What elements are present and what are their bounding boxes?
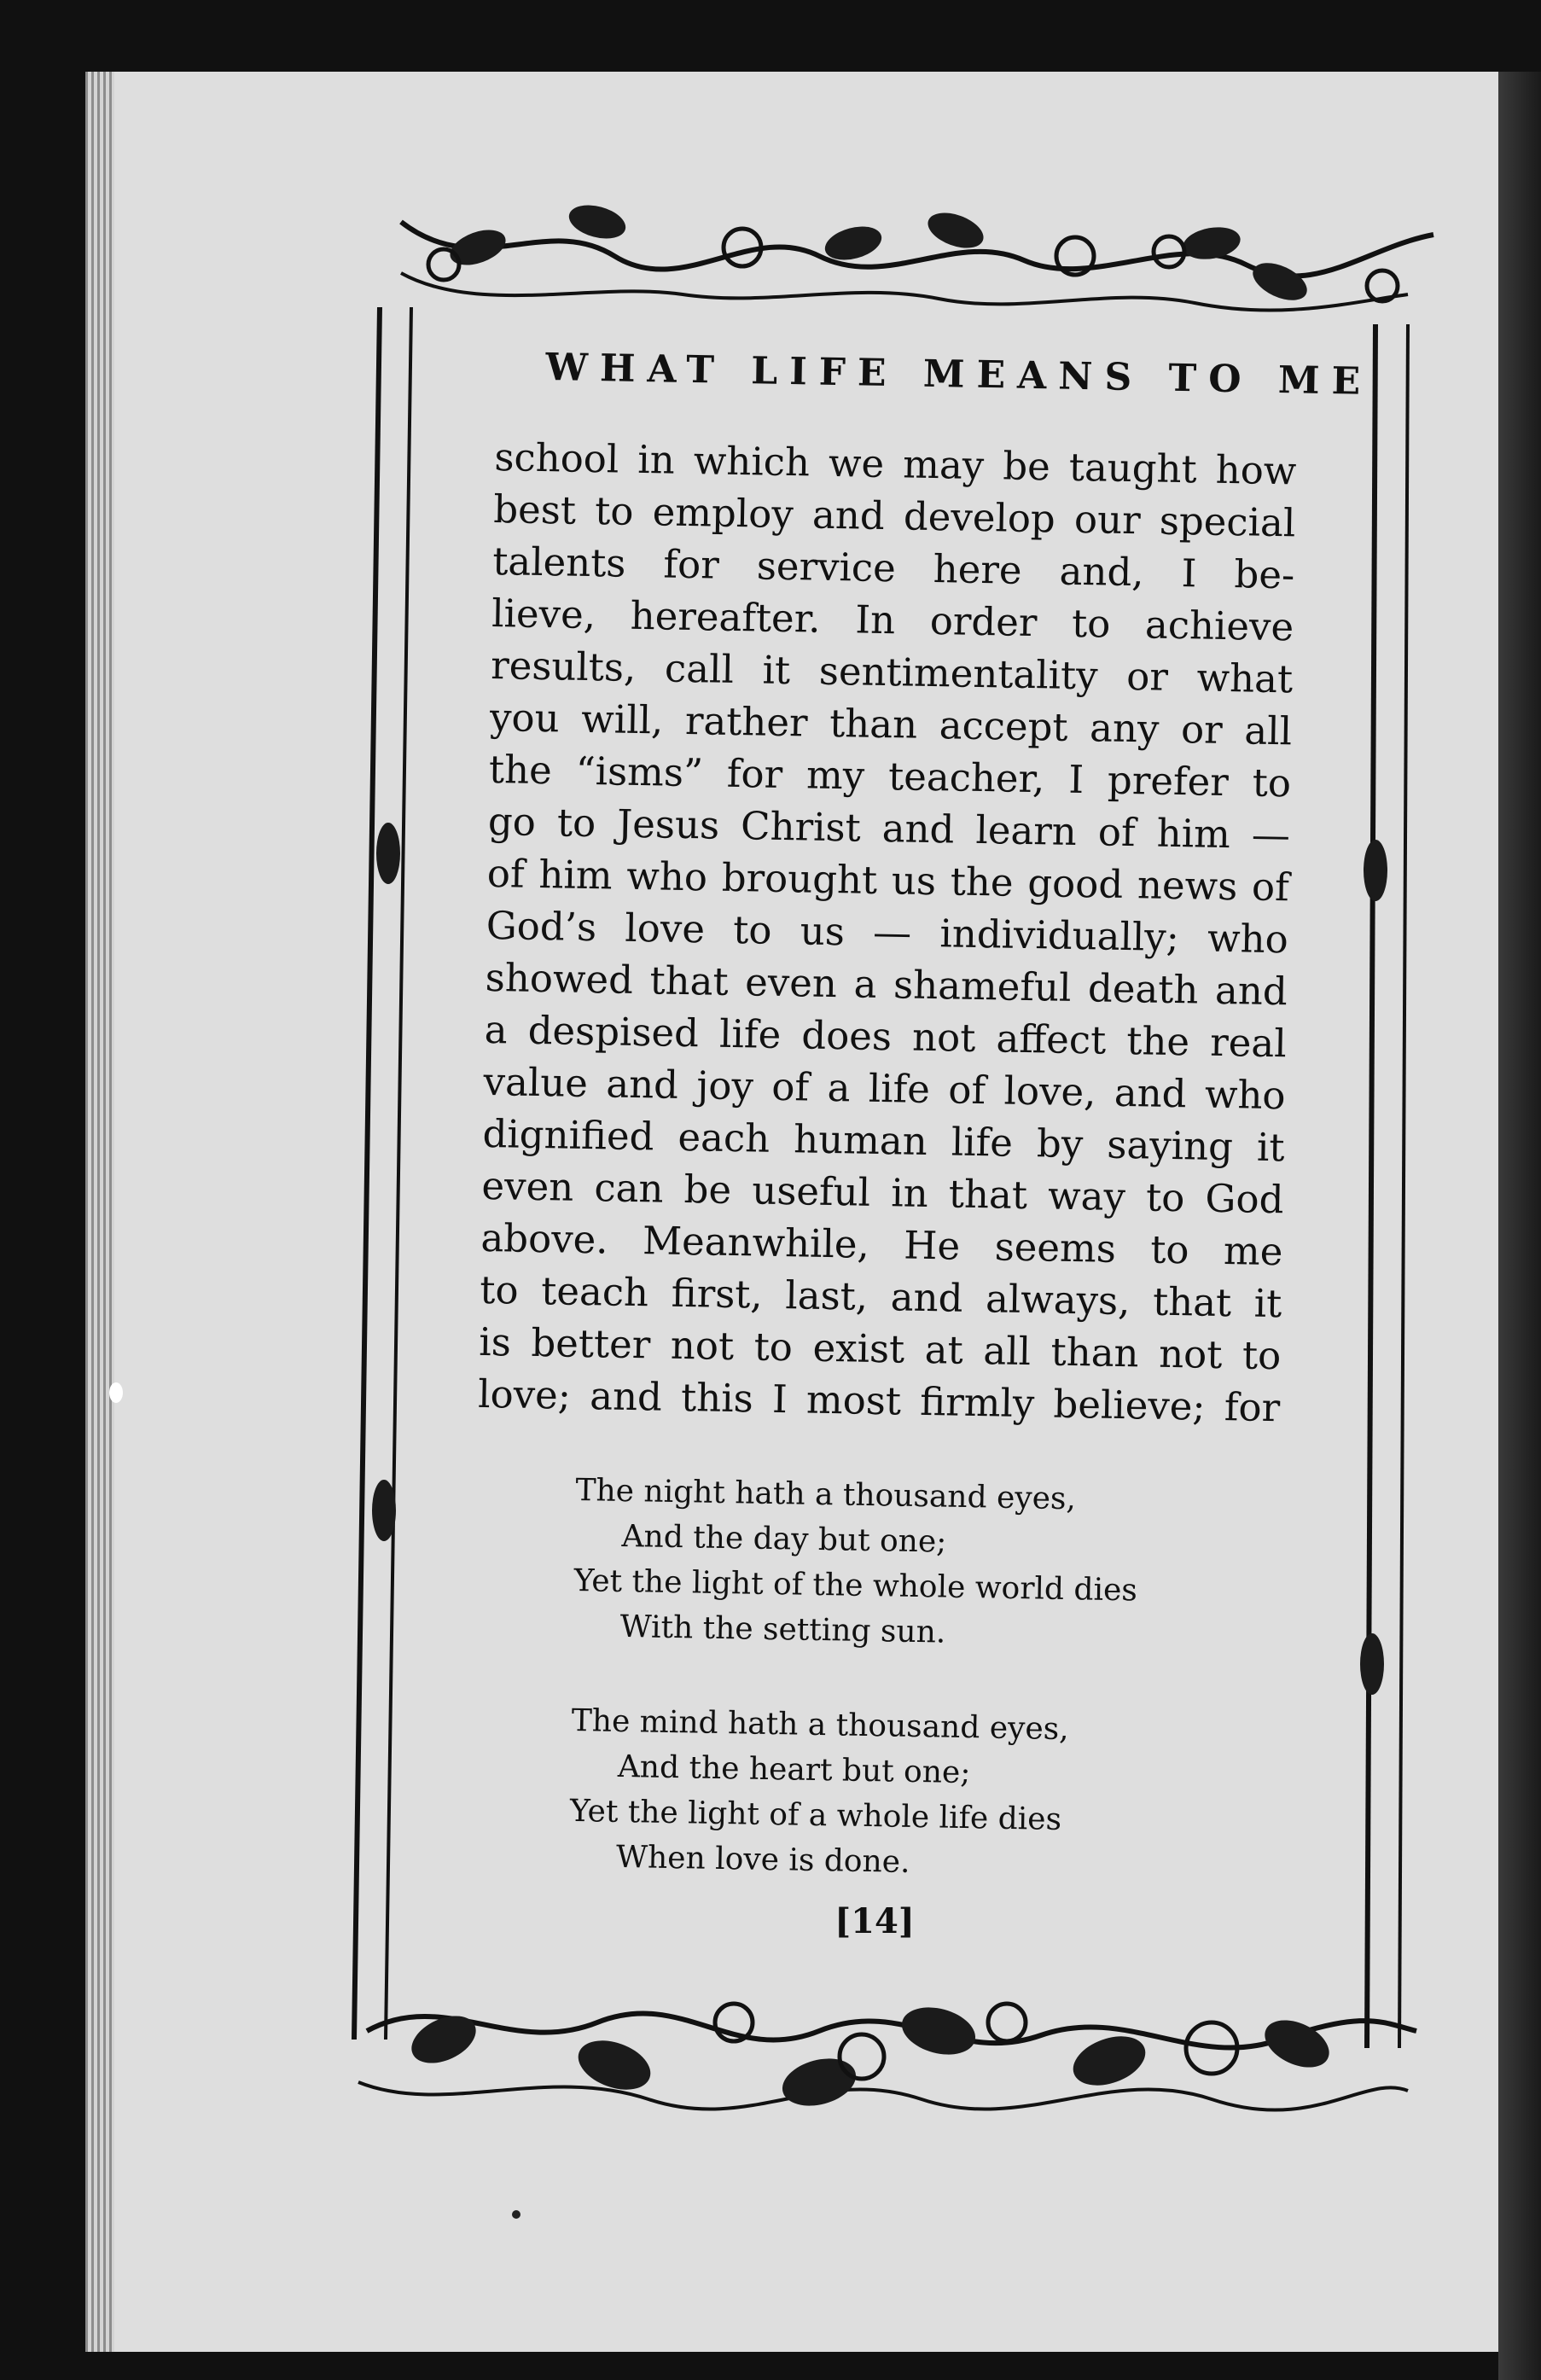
running-head: WHAT LIFE MEANS TO ME [545, 346, 1373, 404]
left-border-rule [354, 307, 380, 2040]
leaf-icon [777, 2051, 861, 2113]
prose-line: best to employ and develop our special [492, 486, 1296, 546]
scan-speck [512, 2210, 520, 2219]
prose-line: value and joy of a life of love, and who [483, 1058, 1287, 1119]
leaf-icon [1360, 1633, 1384, 1695]
prose-line: God’s love to us — individually; who [486, 902, 1289, 963]
bottom-vine-band [367, 2013, 1416, 2047]
prose-line: dignified each human life by saying it [482, 1110, 1285, 1171]
prose-line: talents for service here and, I be- [491, 538, 1295, 598]
prose-body [478, 431, 1297, 1434]
leaf-icon [1258, 2010, 1337, 2076]
prose-line: results, call it sentimentality or what [490, 642, 1294, 702]
prose-line: above. Meanwhile, He seems to me [480, 1214, 1283, 1275]
prose-line: love; and this I most firmly believe; for [477, 1370, 1281, 1431]
poem-line: Yet the light of a whole life dies [569, 1793, 1062, 1837]
right-border-rule [1367, 324, 1375, 2048]
poem-stanza-1 [573, 1468, 1242, 1661]
rosette-icon [840, 2034, 884, 2079]
prose-line: a despised life does not affect the real [484, 1006, 1288, 1067]
prose-line: even can be useful in that way to God [481, 1162, 1284, 1223]
leaf-icon [1247, 255, 1313, 307]
poem-line: And the day but one; [621, 1518, 947, 1560]
leaf-icon [1364, 840, 1387, 901]
rosette-icon [1154, 236, 1184, 267]
prose-line: you will, rather than accept any or all [489, 694, 1293, 754]
poem-line: The night hath a thousand eyes, [575, 1472, 1077, 1517]
prose-line: showed that even a shameful death and [485, 954, 1288, 1015]
leaf-icon [445, 223, 510, 271]
poem-line: Yet the light of the whole world dies [573, 1562, 1138, 1609]
right-border-rule-inner [1399, 324, 1408, 2048]
leaf-icon [897, 1999, 980, 2062]
left-border-rule-inner [386, 307, 411, 2040]
prose-line: go to Jesus Christ and learn of him — [487, 798, 1291, 858]
poem-line: With the setting sun. [619, 1609, 946, 1650]
leaf-icon [1067, 2028, 1152, 2095]
rosette-icon [428, 249, 459, 280]
prose-line: to teach first, last, and always, that it [479, 1266, 1282, 1327]
prose-line: school in which we may be taught how [494, 434, 1297, 494]
page-number: [14] [834, 1901, 915, 1941]
prose-line: lieve, hereafter. In order to achieve [491, 590, 1294, 650]
rosette-icon [988, 2004, 1026, 2041]
poem [568, 1468, 1242, 1941]
poem-line: When love is done. [615, 1839, 910, 1880]
poem-line: The mind hath a thousand eyes, [571, 1702, 1070, 1748]
poem-stanza-2 [569, 1698, 1238, 1891]
rosette-icon [1367, 271, 1398, 301]
poem-line: And the heart but one; [617, 1749, 971, 1791]
leaf-icon [565, 200, 629, 244]
leaf-icon [923, 206, 988, 254]
leaf-icon [376, 823, 400, 884]
scan-speck [109, 1382, 123, 1403]
prose-line: the “isms” for my teacher, I prefer to [488, 746, 1292, 806]
prose-line: is better not to exist at all than not to [478, 1318, 1282, 1379]
leaf-icon [372, 1480, 396, 1541]
prose-line: of him who brought us the good news of [486, 850, 1290, 911]
